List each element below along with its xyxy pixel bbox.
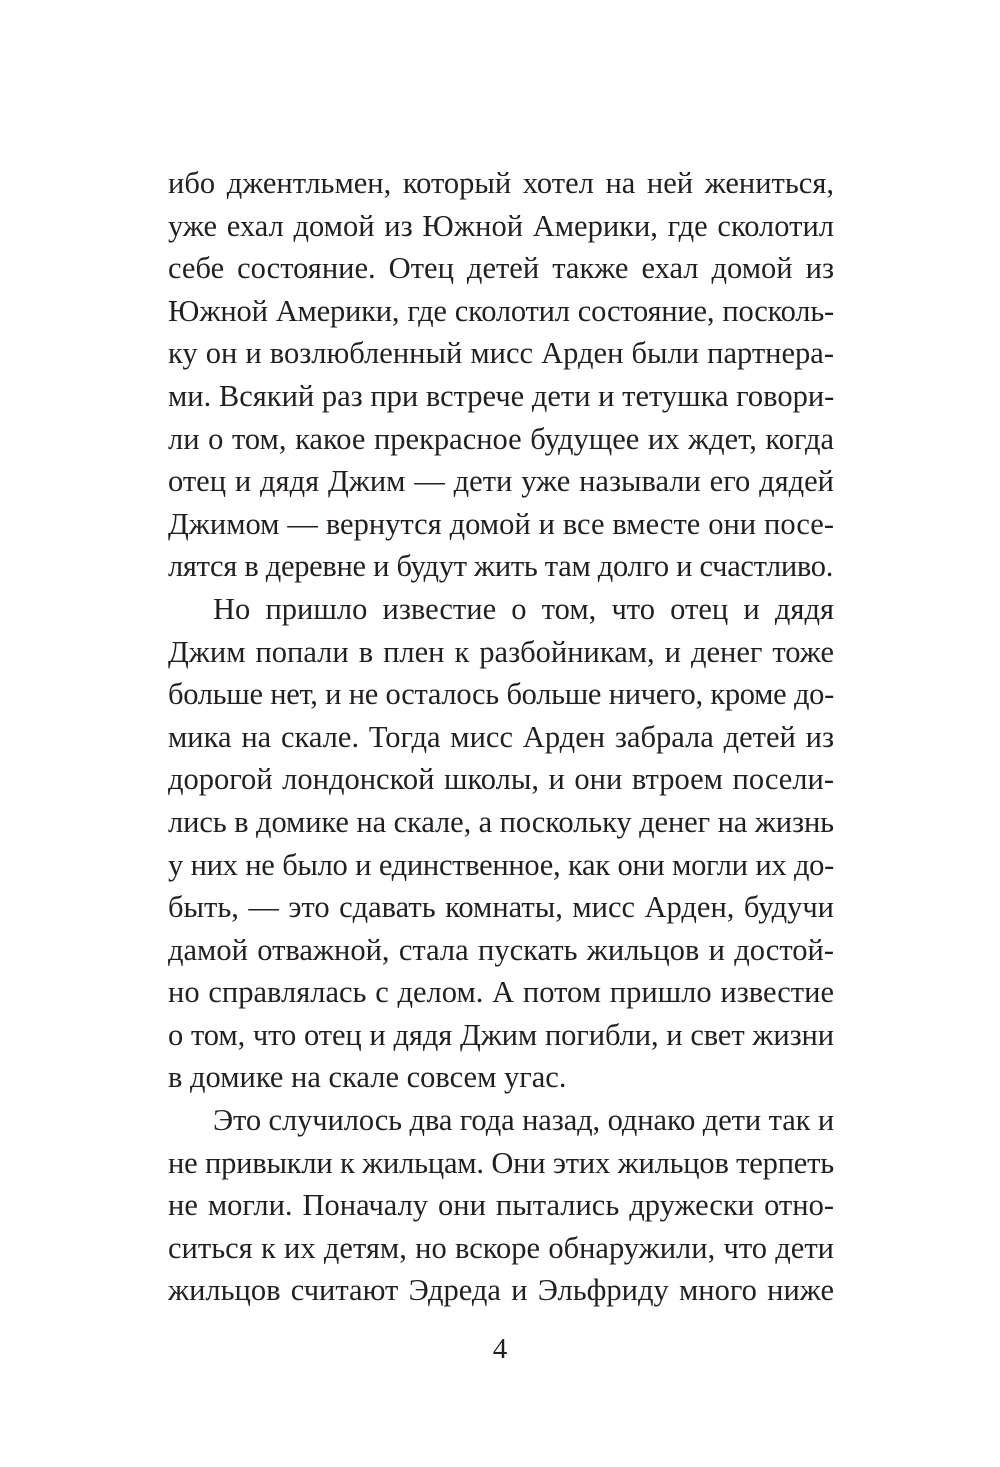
- paragraph: [168, 1099, 834, 1312]
- text-line: Но пришло известие о том, что отец и дядя: [213, 591, 834, 626]
- text-line: о том, что отец и дядя Джим погибли, и свет жизни: [168, 1017, 834, 1052]
- text-line: больше нет, и не осталось больше ничего, кроме до-: [168, 677, 834, 712]
- text-line: дорогой лондонской школы, и они втроем посели-: [168, 762, 834, 797]
- text-line: мика на скале. Тогда мисс Арден забрала детей из: [168, 719, 834, 754]
- text-line: ситься к их детям, но вскоре обнаружили, что дети: [168, 1230, 834, 1265]
- text-line: ли о том, какое прекрасное будущее их ждет, когда: [168, 421, 834, 456]
- text-line: дамой отважной, стала пускать жильцов и достой-: [168, 932, 834, 967]
- body-text: [168, 162, 834, 1312]
- text-line: отец и дядя Джим — дети уже называли его дядей: [168, 464, 834, 499]
- text-line: Южной Америки, где сколотил состояние, посколь-: [168, 293, 834, 328]
- text-line: лись в домике на скале, а поскольку денег на жизнь: [168, 804, 834, 839]
- text-line: уже ехал домой из Южной Америки, где сколотил: [168, 208, 834, 243]
- text-line: ибо джентльмен, который хотел на ней жениться,: [168, 166, 834, 200]
- text-line: быть, — это сдавать комнаты, мисс Арден, будучи: [168, 890, 834, 925]
- text-line: не привыкли к жильцам. Они этих жильцов терпеть: [168, 1145, 834, 1180]
- paragraph: [168, 162, 834, 588]
- text-line: но справлялась с делом. А потом пришло известие: [168, 975, 834, 1010]
- text-line: жильцов считают Эдреда и Эльфриду много ниже: [168, 1273, 834, 1308]
- text-line: лятся в деревне и будут жить там долго и счастливо.: [168, 549, 834, 584]
- text-line: ми. Всякий раз при встрече дети и тетушка говори-: [168, 378, 835, 413]
- text-line: в домике на скале совсем угас.: [168, 1060, 567, 1095]
- text-line: ку он и возлюбленный мисс Арден были партнера-: [168, 336, 834, 371]
- text-line: Джимом — вернутся домой и все вместе они посе-: [168, 506, 834, 541]
- text-line: не могли. Поначалу они пытались дружески отно-: [168, 1188, 834, 1223]
- page-number: 4: [492, 1333, 508, 1365]
- paragraph: [168, 588, 834, 1099]
- text-line: Джим попали в плен к разбойникам, и денег тоже: [168, 634, 834, 669]
- text-line: Это случилось два года назад, однако дети так и: [213, 1103, 835, 1138]
- text-line: себе состояние. Отец детей также ехал домой из: [168, 251, 834, 286]
- text-line: у них не было и единственное, как они могли их до-: [168, 847, 834, 882]
